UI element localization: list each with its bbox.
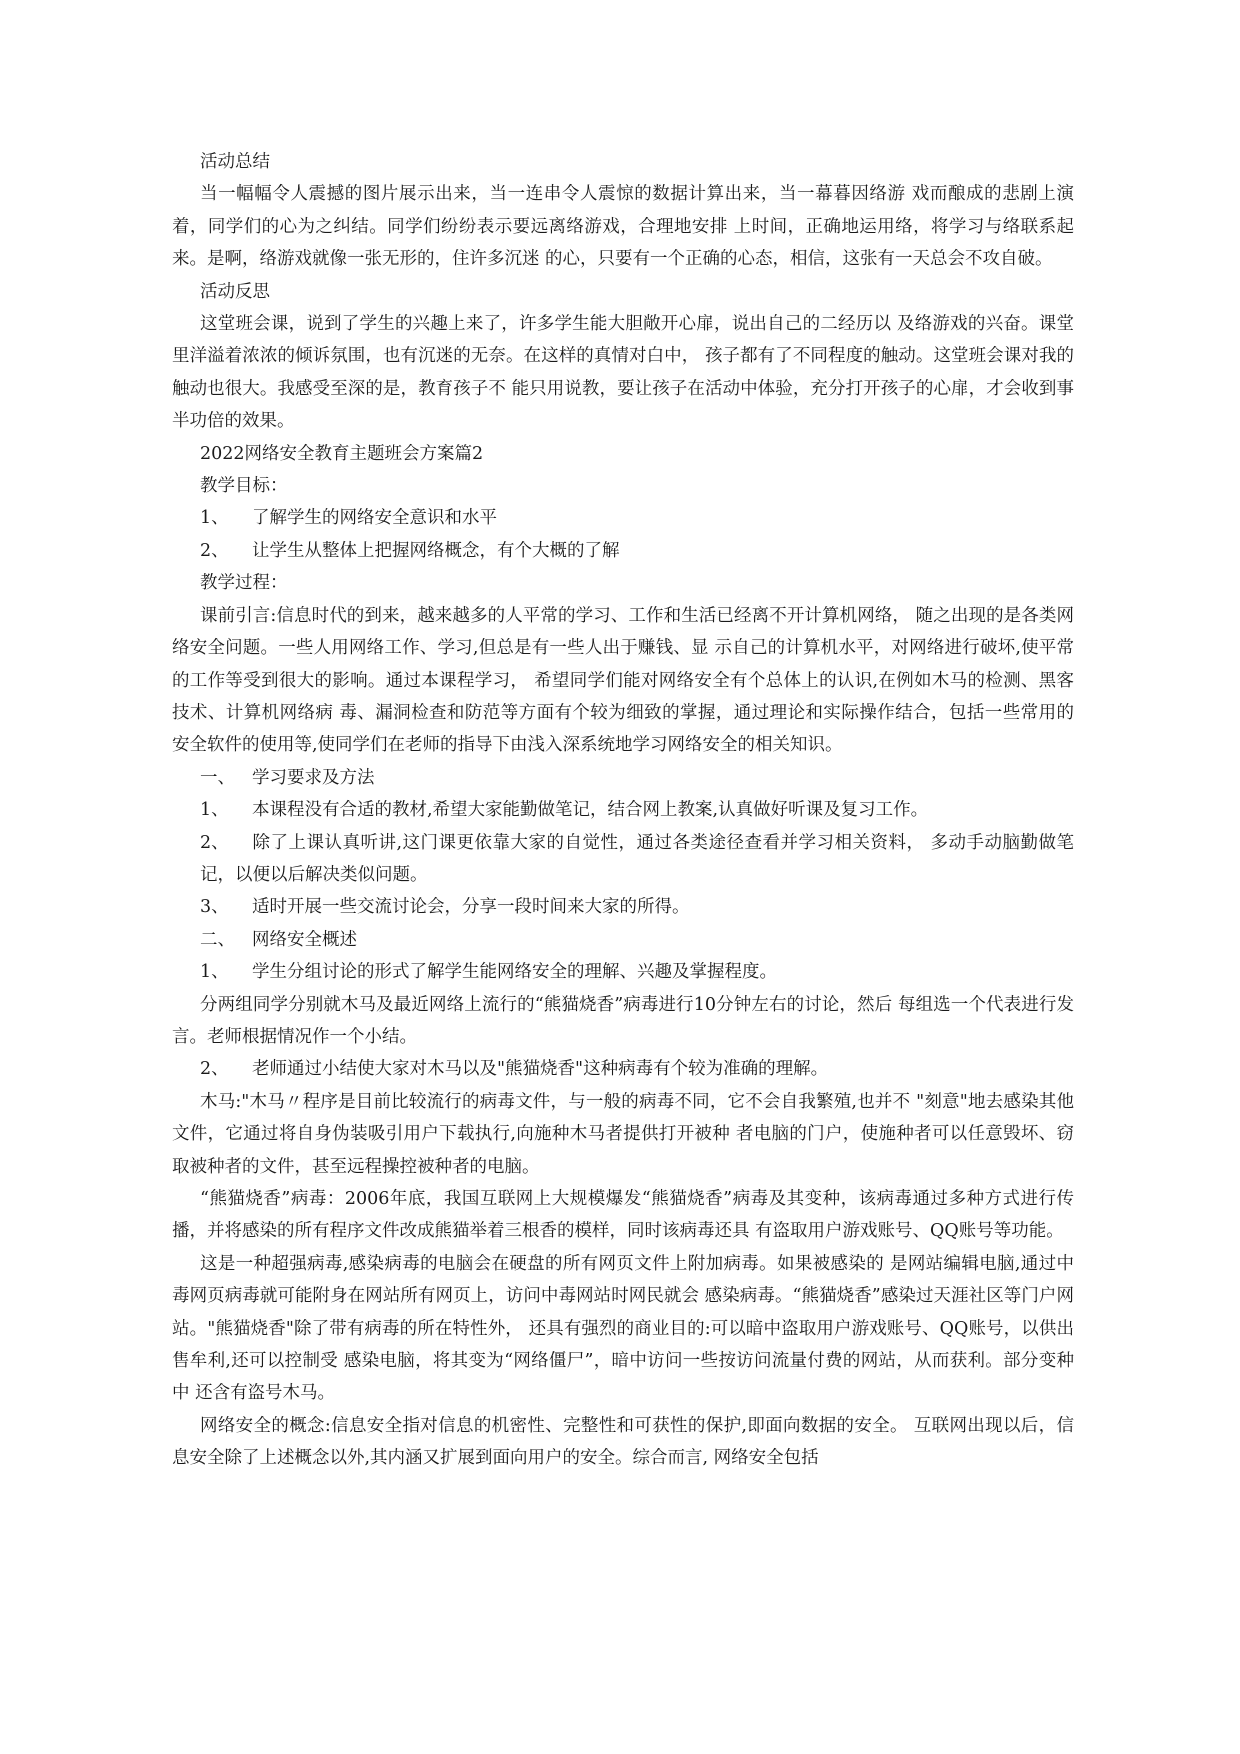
list-item-number: 1、 (200, 508, 229, 529)
list-item (172, 794, 1074, 826)
list-item-text: 学习要求及方法 (252, 767, 375, 788)
list-item (172, 891, 1074, 923)
list-item-number: 1、 (200, 800, 229, 821)
body-paragraph: 网络安全的概念:信息安全指对信息的机密性、完整性和可获性的保护,即面向数据的安全。 互联网出现以后，信息安全除了上述概念以外,其内涵又扩展到面向用户的安全。综合而言, 网络安全包括 (172, 1415, 1074, 1469)
list-item-number: 2、 (200, 1059, 229, 1080)
section-heading: 活动总结 (200, 152, 270, 172)
list-item-text: 老师通过小结使大家对木马以及"熊猫烧香"这种病毒有个较为准确的理解。 (252, 1059, 829, 1080)
list-item-text: 网络安全概述 (252, 929, 357, 950)
body-paragraph: “熊猫烧香”病毒：2006年底，我国互联网上大规模爆发“熊猫烧香”病毒及其变种，该病毒通过多种方式进行传播，并将感染的所有程序文件改成熊猫举着三根香的模样，同时该病毒还具 有盗取用户游戏账号、QQ账号等功能。 (172, 1189, 1074, 1242)
list-item-text: 学生分组讨论的形式了解学生能网络安全的理解、兴趣及掌握程度。 (252, 962, 777, 983)
list-item (172, 956, 1074, 988)
section-heading: 教学目标： (200, 476, 288, 497)
body-paragraph: 这堂班会课，说到了学生的兴趣上来了，许多学生能大胆敞开心扉，说出自己的二经历以 及络游戏的兴奋。课堂里洋溢着浓浓的倾诉氛围，也有沉迷的无奈。在这样的真情对白中， 孩子都有了不同程度的触动。这堂班会课对我的触动也很大。我感受至深的是，教育孩子不 能只用说教，要让孩子在活动中体验，充分打开孩子的心扉，才会收到事半功倍的效果。 (172, 314, 1074, 432)
body-paragraph: 分两组同学分别就木马及最近网络上流行的“熊猫烧香”病毒进行10分钟左右的讨论，然后 每组选一个代表进行发言。老师根据情况作一个小结。 (172, 994, 1074, 1047)
list-item-number: 二、 (200, 929, 235, 950)
document-body (172, 146, 1074, 1475)
section-heading: 2022网络安全教育主题班会方案篇2 (200, 443, 484, 464)
list-item (172, 762, 1074, 794)
body-paragraph: 木马:"木马〃程序是目前比较流行的病毒文件，与一般的病毒不同，它不会自我繁殖,也并不 "刻意"地去感染其他文件，它通过将自身伪装吸引用户下载执行,向施种木马者提供打开被种 者电脑的门户，使施种者可以任意毁坏、窃取被种者的文件，甚至远程操控被种者的电脑。 (172, 1091, 1074, 1177)
body-paragraph: 这是一种超强病毒,感染病毒的电脑会在硬盘的所有网页文件上附加病毒。如果被感染的 是网站编辑电脑,通过中毒网页病毒就可能附身在网站所有网页上，访问中毒网站时网民就会 感染病毒。“熊猫烧香”感染过天涯社区等门户网站。"熊猫烧香"除了带有病毒的所在特性外， 还具有强烈的商业目的:可以暗中盗取用户游戏账号、QQ账号，以供出售牟利,还可以控制受 感染电脑，将其变为“网络僵尸”，暗中访问一些按访问流量付费的网站，从而获利。部分变种中 还含有盗号木马。 (172, 1253, 1074, 1404)
list-item (172, 924, 1074, 956)
list-item (172, 535, 1074, 567)
list-item-number: 3、 (200, 897, 229, 918)
list-item-text: 除了上课认真听讲,这门课更依靠大家的自觉性，通过各类途径查看并学习相关资料， 多动手动脑勤做笔记，以便以后解决类似问题。 (200, 832, 1074, 885)
list-item (172, 1053, 1074, 1085)
list-item (172, 827, 1074, 892)
list-item-text: 了解学生的网络安全意识和水平 (252, 508, 497, 529)
section-heading: 活动反思 (200, 281, 270, 302)
section-heading: 教学过程： (200, 573, 288, 594)
list-item-number: 一、 (200, 767, 235, 788)
list-item (172, 502, 1074, 534)
list-item-text: 本课程没有合适的教材,希望大家能勤做笔记，结合网上教案,认真做好听课及复习工作。 (252, 800, 929, 821)
list-item-number: 2、 (200, 540, 229, 561)
list-item-text: 适时开展一些交流讨论会，分享一段时间来大家的所得。 (252, 897, 690, 918)
body-paragraph: 当一幅幅令人震撼的图片展示出来，当一连串令人震惊的数据计算出来，当一幕暮因络游 戏而酿成的悲剧上演着，同学们的心为之纠结。同学们纷纷表示要远离络游戏，合理地安排 上时间，正确地运用络，将学习与络联系起来。是啊，络游戏就像一张无形的，住许多沉迷 的心，只要有一个正确的心态，相信，这张有一天总会不攻自破。 (172, 184, 1074, 270)
list-item-number: 1、 (200, 962, 229, 983)
body-paragraph: 课前引言:信息时代的到来，越来越多的人平常的学习、工作和生活已经离不开计算机网络， 随之出现的是各类网络安全问题。一些人用网络工作、学习,但总是有一些人出于赚钱、显 示自己的计算机水平，对网络进行破坏,使平常的工作等受到很大的影响。通过本课程学习， 希望同学们能对网络安全有个总体上的认识,在例如木马的检测、黑客技术、计算机网络病 毒、漏洞检查和防范等方面有个较为细致的掌握，通过理论和实际操作结合，包括一些常用的 安全软件的使用等,使同学们在老师的指导下由浅入深系统地学习网络安全的相关知识。 (172, 605, 1074, 756)
list-item-text: 让学生从整体上把握网络概念，有个大概的了解 (252, 540, 620, 561)
list-item-number: 2、 (200, 832, 229, 853)
